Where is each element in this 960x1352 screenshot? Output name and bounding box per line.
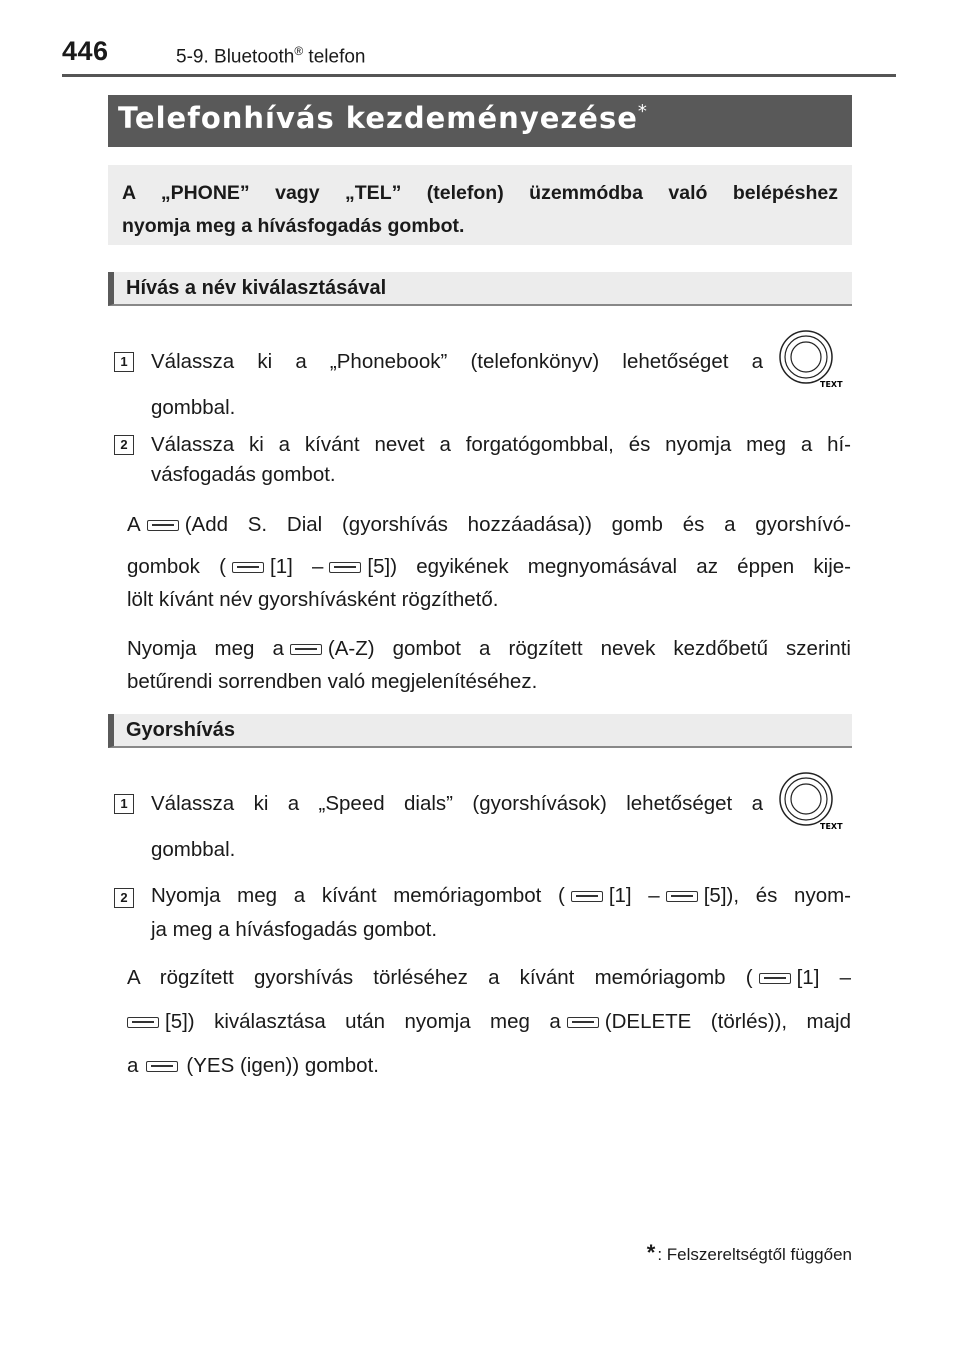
section-prefix: 5-9. Bluetooth <box>176 46 295 68</box>
intro-line-1: A „PHONE” vagy „TEL” (telefon) üzemmódba való belépéshez <box>122 182 838 204</box>
step-text: Válassza ki a kívánt nevet a forgatógombbal, és nyomja meg a hí- <box>151 433 851 456</box>
soft-button-icon <box>290 644 322 655</box>
soft-button-icon <box>147 520 179 531</box>
step-text: Válassza ki a „Phonebook” (telefonkönyv) lehetőséget a <box>151 350 763 373</box>
step-text: Válassza ki a „Speed dials” (gyorshívások) lehetőséget a <box>151 792 763 815</box>
soft-button-icon <box>571 891 603 902</box>
note-line: A (Add S. Dial (gyorshívás hozzáadása)) gomb és a gyorshívó- <box>127 513 851 536</box>
soft-button-icon <box>127 1017 159 1028</box>
step-text: gombbal. <box>151 396 236 419</box>
footnote <box>647 1240 852 1266</box>
soft-button-icon <box>567 1017 599 1028</box>
note-line: [5]) kiválasztása után nyomja meg a (DELETE (törlés)), majd <box>127 1010 851 1034</box>
soft-button-icon <box>232 562 264 573</box>
step-text: vásfogadás gombot. <box>151 463 336 486</box>
knob-label: TEXT <box>820 822 843 831</box>
footnote-text: : Felszereltségtől függően <box>657 1245 852 1264</box>
section-heading-speed-dial: Gyorshívás <box>108 714 852 748</box>
note-line: gombok ( [1] – [5]) egyikének megnyomásával az éppen kije- <box>127 555 851 578</box>
note-line: A rögzített gyorshívás törléséhez a kívánt memóriagomb ( [1] – <box>127 966 851 989</box>
step-text: gombbal. <box>151 838 236 861</box>
step-text: ja meg a hívásfogadás gombot. <box>151 918 438 941</box>
step-number: 1 <box>114 352 134 372</box>
header-rule <box>140 74 896 77</box>
intro-line-2: nyomja meg a hívásfogadás gombot. <box>122 215 465 237</box>
note-line: a (YES (igen)) gombot. <box>127 1054 379 1077</box>
note-line: betűrendi sorrendben való megjelenítéséhez. <box>127 670 538 693</box>
registered-mark: ® <box>294 44 304 58</box>
header-tick <box>62 74 140 77</box>
section-suffix: telefon <box>303 46 366 68</box>
section-title <box>176 44 365 68</box>
intro-box <box>108 165 852 245</box>
step-number: 2 <box>114 435 134 455</box>
knob-label: TEXT <box>820 380 843 389</box>
note-line: Nyomja meg a (A-Z) gombot a rögzített nevek kezdőbetű szerinti <box>127 637 851 660</box>
section-heading-name-call: Hívás a név kiválasztásával <box>108 272 852 306</box>
footnote-star: * <box>646 1240 656 1265</box>
step-text: Nyomja meg a kívánt memóriagombot ( [1] – [5]), és nyom- <box>151 884 852 907</box>
soft-button-icon <box>146 1061 178 1072</box>
step-number: 2 <box>114 888 134 908</box>
soft-button-icon <box>329 562 361 573</box>
page-title-text: Telefonhívás kezdeményezése <box>118 101 638 135</box>
note-line: lölt kívánt név gyorshívásként rögzíthető. <box>127 588 499 611</box>
soft-button-icon <box>666 891 698 902</box>
step-number: 1 <box>114 794 134 814</box>
tune-knob-icon <box>776 772 844 832</box>
soft-button-icon <box>759 973 791 984</box>
tune-knob-icon <box>776 330 844 390</box>
page-title <box>108 95 852 147</box>
page-number: 446 <box>62 36 109 66</box>
title-asterisk: * <box>637 101 648 122</box>
